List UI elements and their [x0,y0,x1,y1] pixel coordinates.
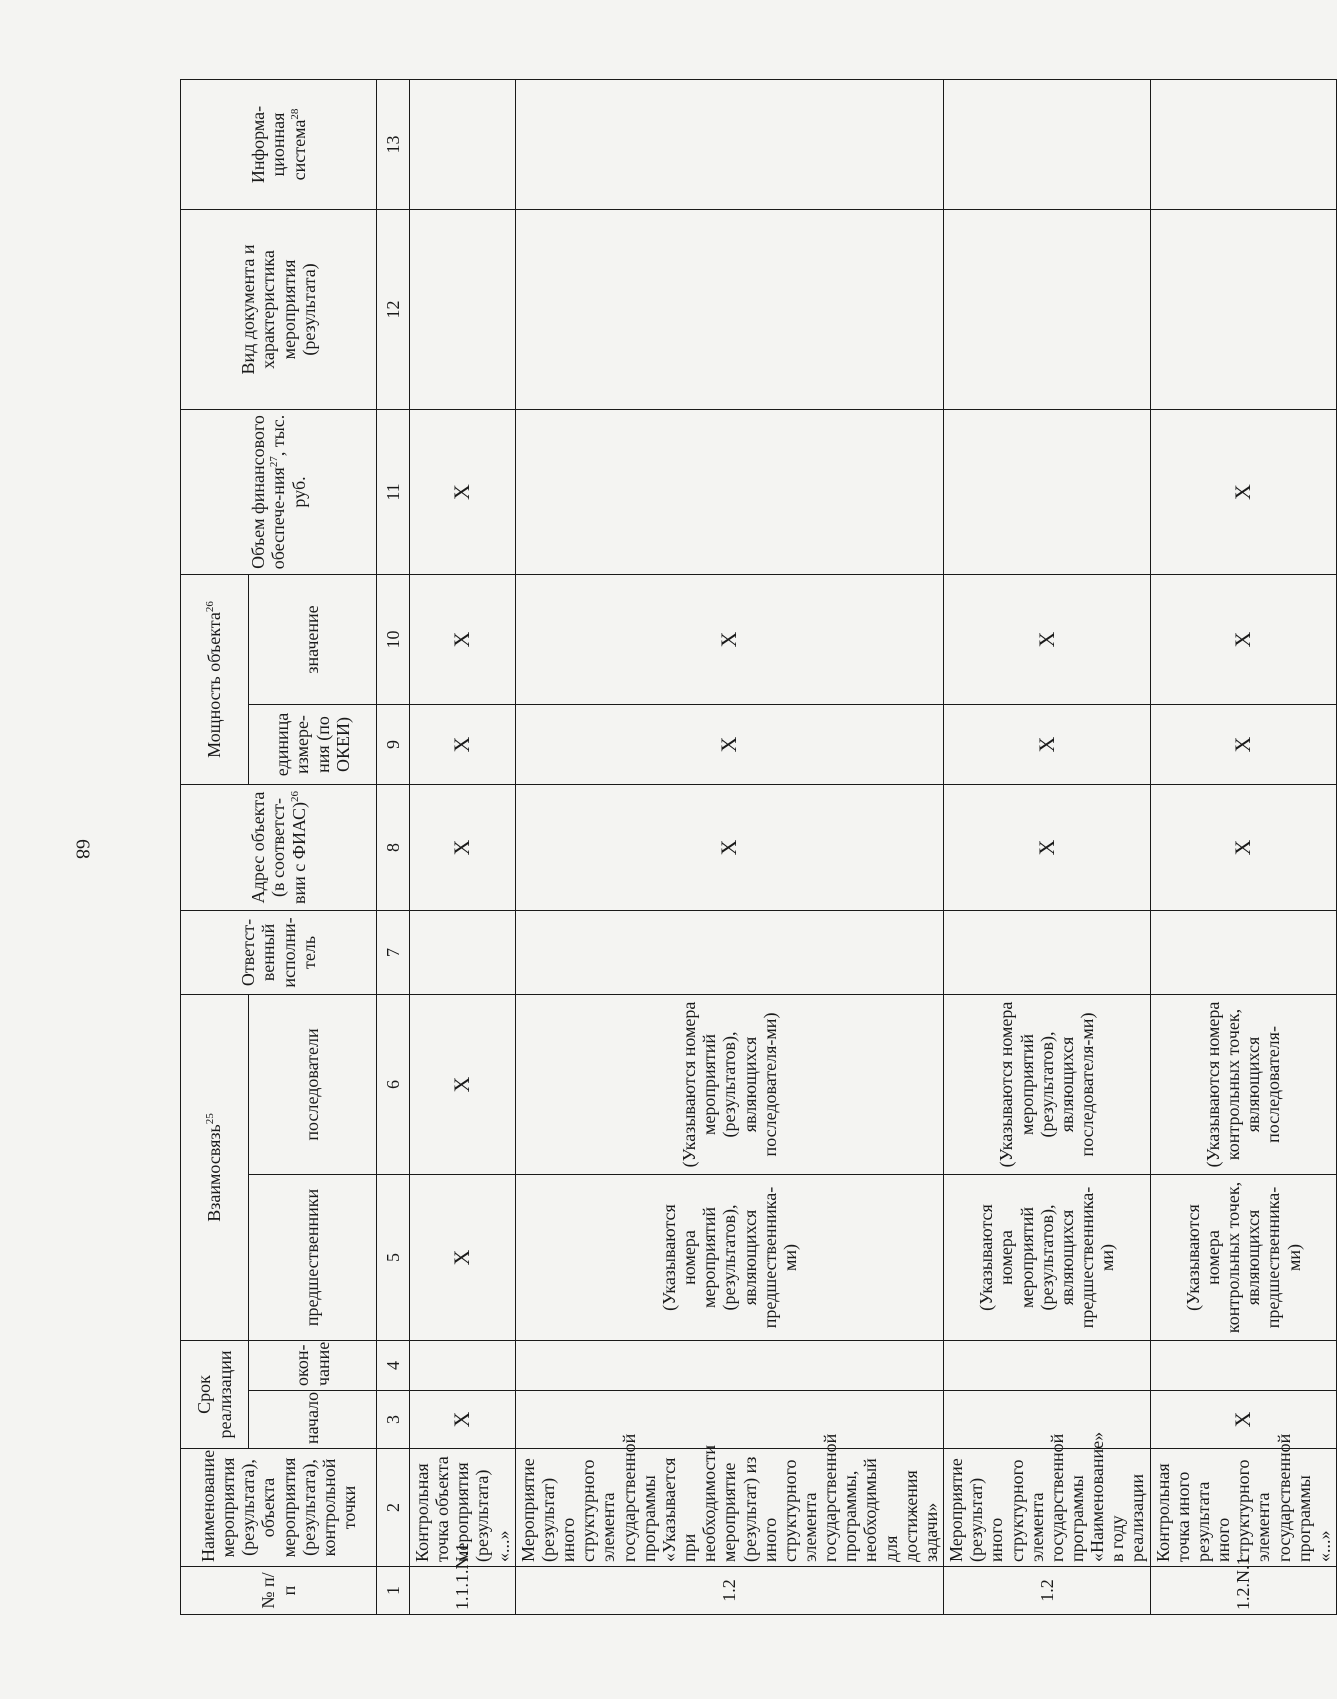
header-successors: последователи [249,994,377,1174]
page-number: 68 [71,839,94,859]
header-capacity: Мощность объекта$^{26}$ [181,574,249,784]
column-number: 3 [377,1391,410,1449]
row-doc-type [1150,209,1336,409]
column-number: 13 [377,79,410,209]
row-doc-type [944,209,1151,409]
row-value: X [410,574,516,704]
column-number: 2 [377,1449,410,1567]
row-start: X [1150,1391,1336,1449]
header-info-system: Информа-ционная система$^{28}$ [181,79,377,209]
row-successors: (Указываются номера контрольных точек, являющихся последователя- [1150,994,1336,1174]
column-number: 6 [377,994,410,1174]
row-start: X [410,1391,516,1449]
row-successors: (Указываются номера мероприятий (результатов), являющихся последователя-ми) [515,994,943,1174]
row-name: Мероприятие (результат) иного структурного элемента государственной программы «Указывается при необходимости мероприятие (результат) из иного структурного элемента государственной программы, необходимый для достижения задачи» [515,1449,943,1567]
row-predecessors: (Указываются номера контрольных точек, являющихся предшественника-ми) [1150,1174,1336,1340]
row-num: 1.2.N.1 [1150,1567,1336,1615]
table-row [1150,79,1336,1614]
table-row [515,79,943,1614]
row-num: 1.2 [515,1567,943,1615]
row-financing: X [1150,409,1336,574]
row-value: X [1150,574,1336,704]
column-number: 4 [377,1340,410,1390]
header-address: Адрес объекта (в соответст-вии с ФИАС)$^{26}$ [181,784,377,910]
row-responsible [1150,910,1336,994]
row-info-system [515,79,943,209]
row-address: X [410,784,516,910]
column-number: 8 [377,784,410,910]
row-unit: X [410,704,516,784]
row-successors: X [410,994,516,1174]
header-responsible: Ответст-венный исполни-тель [181,910,377,994]
row-value: X [944,574,1151,704]
row-end [1150,1340,1336,1390]
row-num: 1.1.1.N.1 [410,1567,516,1615]
row-end [944,1340,1151,1390]
header-capacity-unit: единица измере-ния (по ОКЕИ) [249,704,377,784]
row-unit: X [1150,704,1336,784]
column-number: 10 [377,574,410,704]
events-table [180,79,1337,1615]
row-address: X [944,784,1151,910]
header-predecessors: предшественники [249,1174,377,1340]
row-responsible [410,910,516,994]
header-term-end: окон-чание [249,1340,377,1390]
row-end [410,1340,516,1390]
row-start [515,1391,943,1449]
header-term: Срок реализации [181,1340,249,1448]
header-row-1 [181,79,249,1614]
header-financing: Объем финансового обеспече-ния$^{27}$, тыс. руб. [181,409,377,574]
row-unit: X [515,704,943,784]
table-row [944,79,1151,1614]
header-term-start: начало [249,1391,377,1449]
column-number: 7 [377,910,410,994]
row-address: X [1150,784,1336,910]
row-doc-type [410,209,516,409]
row-name: Контрольная точка иного результата иного структурного элемента государственной программы «...» [1150,1449,1336,1567]
column-number: 12 [377,209,410,409]
column-number-row [377,79,410,1614]
row-predecessors: (Указываются номера мероприятий (результатов), являющихся предшественника-ми) [944,1174,1151,1340]
row-address: X [515,784,943,910]
row-financing [515,409,943,574]
row-predecessors: X [410,1174,516,1340]
row-unit: X [944,704,1151,784]
row-value: X [515,574,943,704]
row-end [515,1340,943,1390]
row-info-system [944,79,1151,209]
row-successors: (Указываются номера мероприятий (результатов), являющихся последователя-ми) [944,994,1151,1174]
document-table-container [180,80,1334,1615]
header-name: Наименование мероприятия (результата), объекта мероприятия (результата), контрольной точки [181,1449,377,1567]
row-responsible [944,910,1151,994]
row-doc-type [515,209,943,409]
column-number: 11 [377,409,410,574]
header-capacity-value: значение [249,574,377,704]
row-name: Мероприятие (результат) иного структурного элемента государственной программы «Наименование» в году реализации [944,1449,1151,1567]
header-num: № п/п [181,1567,377,1615]
header-link: Взаимосвязь$^{25}$ [181,994,249,1340]
row-financing: X [410,409,516,574]
row-num: 1.2 [944,1567,1151,1615]
column-number: 1 [377,1567,410,1615]
row-info-system [410,79,516,209]
row-predecessors: (Указываются номера мероприятий (результатов), являющихся предшественника-ми) [515,1174,943,1340]
row-info-system [1150,79,1336,209]
row-financing [944,409,1151,574]
header-doc-type: Вид документа и характеристика мероприятия (результата) [181,209,377,409]
column-number: 5 [377,1174,410,1340]
row-responsible [515,910,943,994]
column-number: 9 [377,704,410,784]
table-row [410,79,516,1614]
row-name: Контрольная точка объекта мероприятия (результата) «...» [410,1449,516,1567]
